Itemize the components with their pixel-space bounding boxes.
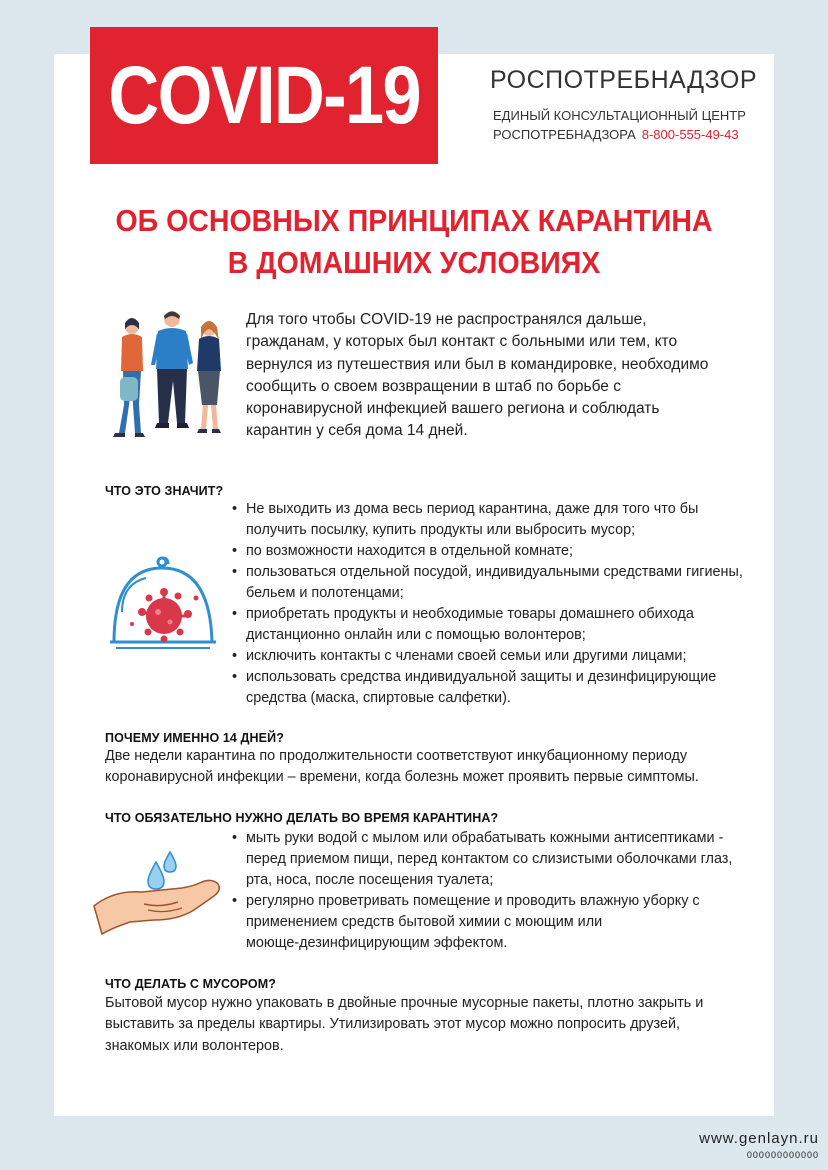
list-item-line: перед приемом пищи, перед контактом со слизистыми оболочками глаз,: [246, 851, 733, 867]
phone-number: 8-800-555-49-43: [641, 127, 739, 142]
consult-center-line2: [493, 127, 739, 142]
trash-line: знакомых или волонтеров.: [105, 1037, 284, 1054]
consult-center-name: РОСПОТРЕБНАДЗОРА: [493, 127, 636, 142]
footer-website: www.genlayn.ru: [699, 1130, 819, 1147]
why-line: Две недели карантина по продолжительности соответствуют инкубационному периоду: [105, 748, 688, 764]
heading-why-14-days: ПОЧЕМУ ИМЕННО 14 ДНЕЙ?: [105, 731, 284, 745]
list-item-line: рта, носа, после посещения туалета;: [246, 872, 494, 888]
intro-line: вернулся из путешествия или был в командировке, необходимо: [246, 355, 709, 373]
hand-water-drops-icon: [90, 848, 225, 940]
intro-line: карантин у себя дома 14 дней.: [246, 422, 468, 440]
list-item: [232, 828, 732, 891]
list-item-line: • использовать средства индивидуальной защиты и дезинфицирующие: [246, 669, 717, 685]
trash-line: Бытовой мусор нужно упаковать в двойные прочные мусорные пакеты, плотно закрыть и: [105, 995, 704, 1011]
logo-text: COVID-19: [108, 49, 420, 141]
intro-line: Для того чтобы COVID-19 не распространялся дальше,: [246, 311, 647, 328]
list-item: [232, 562, 743, 604]
intro-line: сообщить о своем возвращении в штаб по борьбе с: [246, 377, 621, 395]
meaning-list: [232, 499, 743, 709]
org-name: РОСПОТРЕБНАДЗОР: [490, 66, 757, 94]
list-item: [232, 604, 743, 646]
list-item: [232, 891, 732, 954]
why-text: [105, 746, 699, 789]
consult-center-line1: ЕДИНЫЙ КОНСУЛЬТАЦИОННЫЙ ЦЕНТР: [493, 108, 746, 123]
heading-trash: ЧТО ДЕЛАТЬ С МУСОРОМ?: [105, 977, 276, 991]
list-item-line: применением средств бытовой химии с моющим или: [246, 914, 603, 930]
list-item-line: • мыть руки водой с мылом или обрабатывать кожными антисептиками -: [246, 830, 724, 846]
page-title-line1: ОБ ОСНОВНЫХ ПРИНЦИПАХ КАРАНТИНА: [115, 203, 713, 238]
trash-line: выставить за пределы квартиры. Утилизировать этот мусор можно попросить друзей,: [105, 1016, 680, 1033]
list-item-line: бельем и полотенцами;: [246, 585, 404, 601]
footer-code: 000000000000: [746, 1150, 819, 1160]
virus-dome-icon: [104, 550, 224, 660]
list-item: [232, 541, 743, 562]
list-item-line: • Не выходить из дома весь период карантина, даже для того что бы: [246, 501, 699, 517]
list-item: [232, 499, 743, 541]
list-item-line: получить посылку, купить продукты или выбросить мусор;: [246, 522, 636, 538]
list-item: [232, 646, 743, 667]
list-item-line: дистанционно онлайн или с помощью волонтеров;: [246, 627, 586, 643]
list-item-line: • регулярно проветривать помещение и проводить влажную уборку с: [246, 893, 700, 909]
people-illustration: [95, 305, 230, 440]
intro-line: гражданам, у которых был контакт с больными или тем, кто: [246, 333, 678, 351]
list-item-line: моюще-дезинфицирующим эффектом.: [246, 935, 508, 951]
heading-meaning: ЧТО ЭТО ЗНАЧИТ?: [105, 484, 224, 498]
intro-line: коронавирусной инфекцией вашего региона и соблюдать: [246, 400, 660, 418]
why-line: коронавирусной инфекции – времени, когда болезнь может проявить первые симптомы.: [105, 769, 699, 786]
trash-text: [105, 993, 703, 1057]
covid-logo: [90, 27, 438, 164]
intro-text: [246, 309, 746, 443]
list-item-line: • приобретать продукты и необходимые товары домашнего обихода: [246, 606, 694, 622]
heading-todo: ЧТО ОБЯЗАТЕЛЬНО НУЖНО ДЕЛАТЬ ВО ВРЕМЯ КАРАНТИНА?: [105, 811, 499, 825]
list-item-line: • исключить контакты с членами своей семьи или другими лицами;: [246, 648, 687, 664]
page-title-line2: В ДОМАШНИХ УСЛОВИЯХ: [227, 245, 601, 280]
list-item-line: средства (маска, спиртовые салфетки).: [246, 690, 511, 706]
todo-list: [232, 828, 732, 954]
list-item-line: • пользоваться отдельной посудой, индивидуальными средствами гигиены,: [246, 564, 743, 580]
list-item-line: • по возможности находится в отдельной комнате;: [246, 543, 574, 559]
list-item: [232, 667, 743, 709]
